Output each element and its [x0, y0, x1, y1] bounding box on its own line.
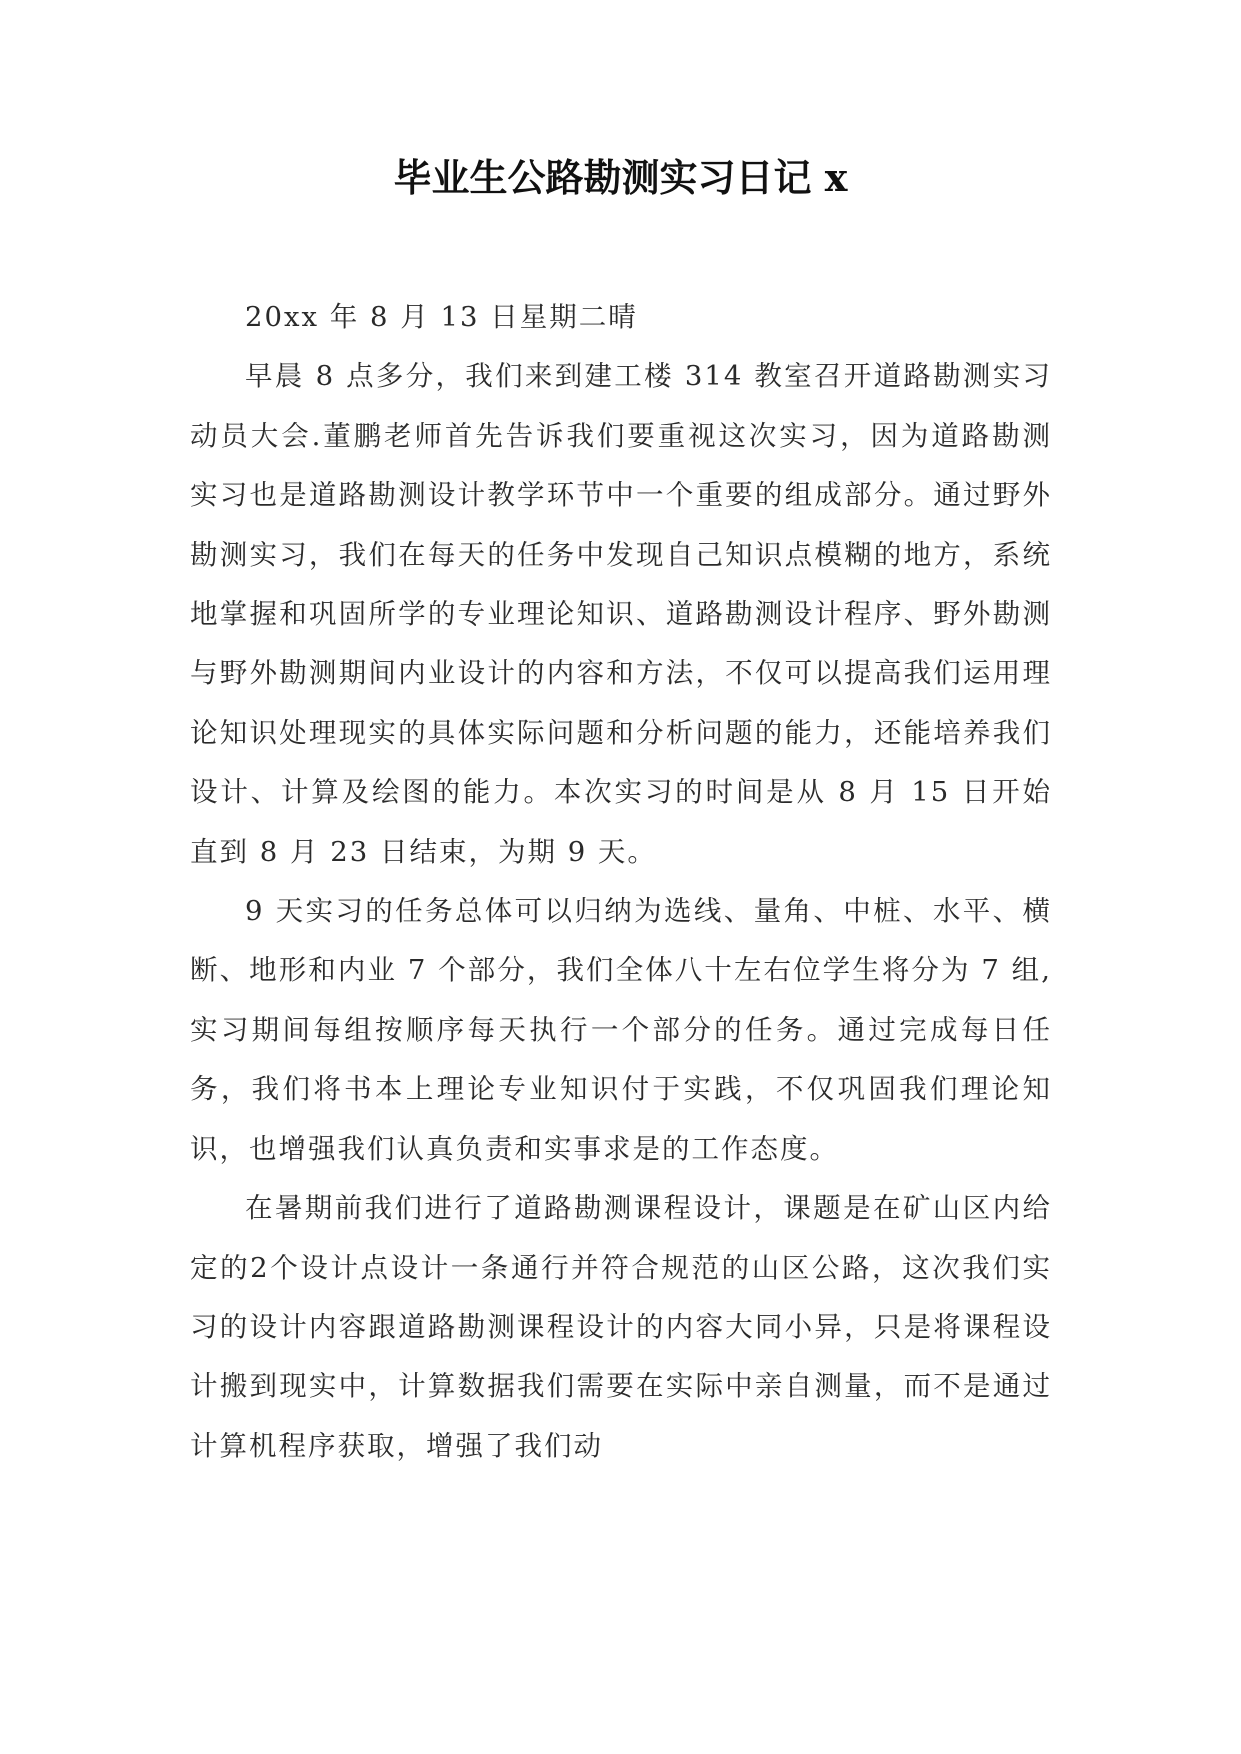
document-title: 毕业生公路勘测实习日记 x: [393, 155, 848, 200]
body-paragraph: 9 天实习的任务总体可以归纳为选线、量角、中桩、水平、横断、地形和内业 7 个部分，我们全体八十左右位学生将分为 7 组,实习期间每组按顺序每天执行一个部分的任务。通过完成每日任务，我们将书本上理论专业知识付于实践，不仅巩固我们理论知识，也增强我们认真负责和实事求是的工作态度。: [190, 895, 1052, 1165]
diary-date-line: 20xx 年 8 月 13 日星期二晴: [245, 301, 638, 333]
body-paragraph: 在暑期前我们进行了道路勘测课程设计，课题是在矿山区内给定的2个设计点设计一条通行并符合规范的山区公路，这次我们实习的设计内容跟道路勘测课程设计的内容大同小异，只是将课程设计搬到现实中，计算数据我们需要在实际中亲自测量，而不是通过计算机程序获取，增强了我们动: [190, 1192, 1052, 1462]
body-paragraph: 早晨 8 点多分，我们来到建工楼 314 教室召开道路勘测实习动员大会.董鹏老师首先告诉我们要重视这次实习，因为道路勘测实习也是道路勘测设计教学环节中一个重要的组成部分。通过野外勘测实习，我们在每天的任务中发现自己知识点模糊的地方，系统地掌握和巩固所学的专业理论知识、道路勘测设计程序、野外勘测与野外勘测期间内业设计的内容和方法，不仅可以提高我们运用理论知识处理现实的具体实际问题和分析问题的能力，还能培养我们设计、计算及绘图的能力。本次实习的时间是从 8 月 15 日开始直到 8 月 23 日结束，为期 9 天。: [190, 360, 1052, 868]
document-body: [190, 288, 1052, 1476]
